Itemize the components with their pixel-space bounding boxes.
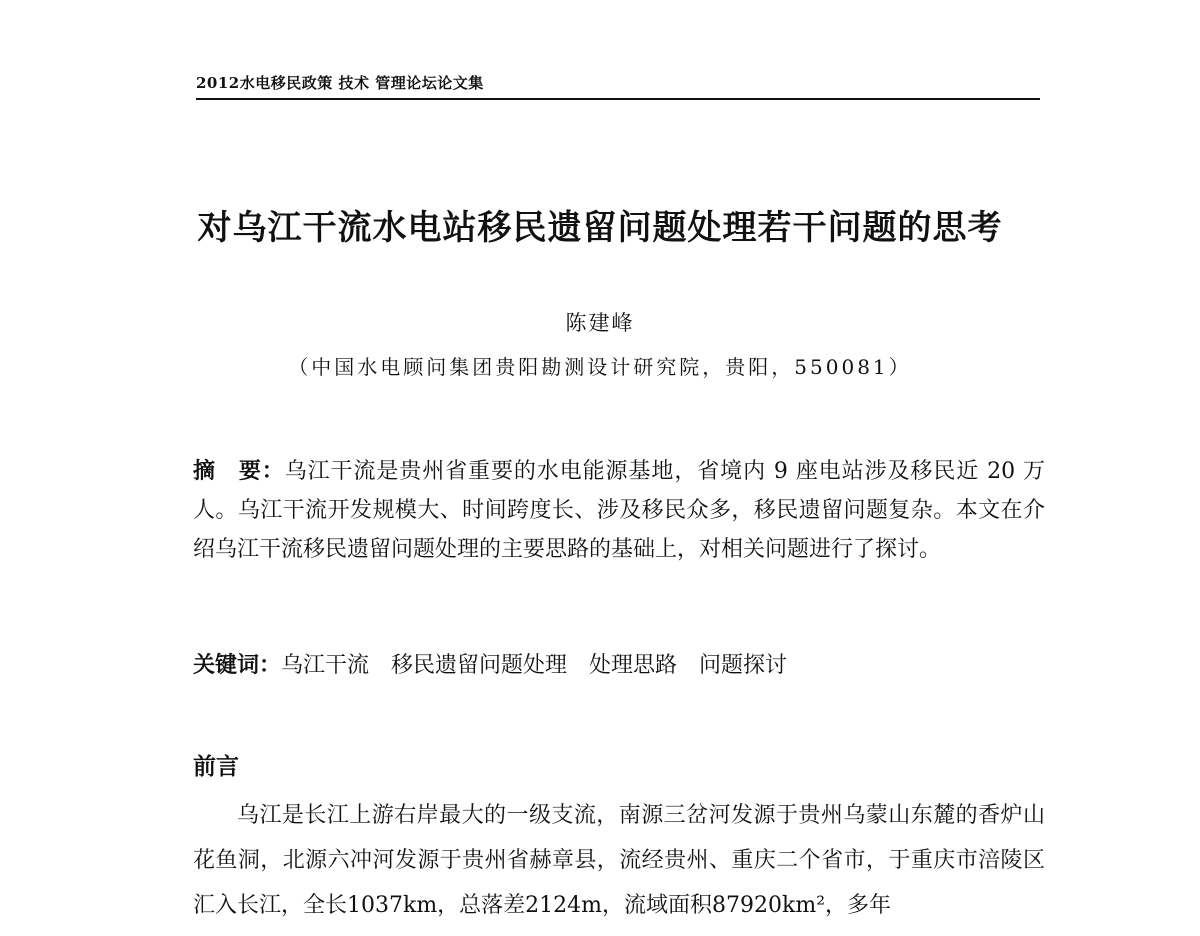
abstract-label: 摘 要：	[193, 458, 285, 484]
keywords-text: 乌江干流 移民遗留问题处理 处理思路 问题探讨	[281, 653, 788, 678]
running-head: 2012水电移民政策 技术 管理论坛论文集	[196, 72, 1040, 100]
keywords	[193, 648, 1045, 683]
body-paragraph: 乌江是长江上游右岸最大的一级支流，南源三岔河发源于贵州乌蒙山东麓的香炉山花鱼洞，北源六冲河发源于贵州省赫章县，流经贵州、重庆二个省市，于重庆市涪陵区汇入长江，全长1037km，总落差2124m，流域面积87920km²，多年	[193, 803, 1045, 918]
author-affiliation: （中国水电顾问集团贵阳勘测设计研究院，贵阳，550081）	[288, 355, 912, 379]
author-name: 陈建峰	[565, 311, 635, 335]
section-heading-preface: 前言	[193, 753, 239, 780]
abstract-text: 乌江干流是贵州省重要的水电能源基地，省境内 9 座电站涉及移民近 20 万人。乌江干流开发规模大、时间跨度长、涉及移民众多，移民遗留问题复杂。本文在介绍乌江干流移民遗留问题处理的主要思路的基础上，对相关问题进行了探讨。	[193, 459, 1045, 562]
paper-title: 对乌江干流水电站移民遗留问题处理若干问题的思考	[197, 208, 1003, 248]
keywords-label: 关键词：	[193, 652, 282, 678]
abstract	[193, 452, 1045, 569]
